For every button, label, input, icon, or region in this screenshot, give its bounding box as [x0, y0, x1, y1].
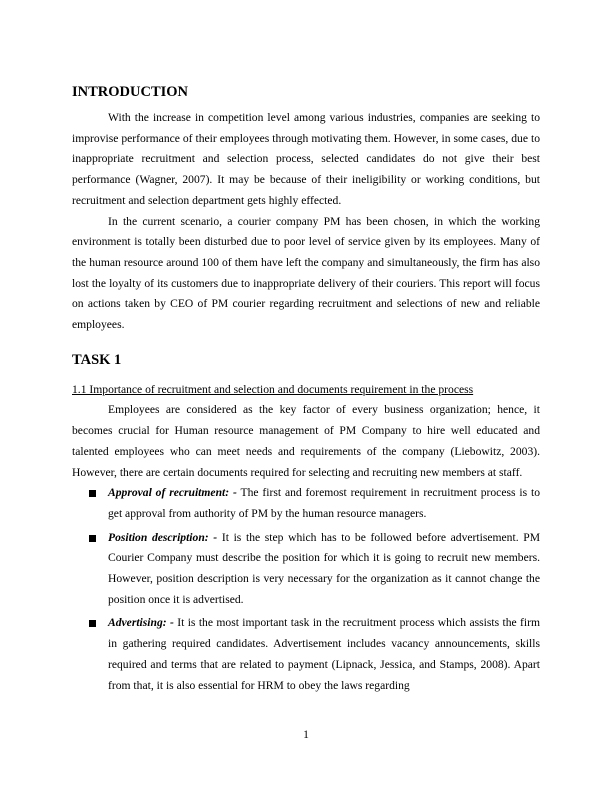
introduction-paragraph-1: With the increase in competition level among various industries, companies are seeking to improvise performance of their employees through motivating them. However, in some cases, due to inappropriate recruitment and selection process, selected candidates do not give their best performance (Wagner, 2007). It may be because of their ineligibility or working conditions, but recruitment and selection department gets highly effected. [72, 111, 540, 207]
introduction-heading: INTRODUCTION [72, 84, 189, 100]
list-item [72, 613, 540, 696]
list-item [72, 483, 540, 524]
bullet-term: Approval of recruitment: - [108, 486, 237, 500]
task-1-paragraph: Employees are considered as the key factor of every business organization; hence, it becomes crucial for Human resource management of PM Company to hire well educated and talented employees who can meet needs and requirements of the company (Liebowitz, 2003). However, there are certain documents required for selecting and recruiting new members at staff. [72, 403, 540, 479]
task-1-subheading: 1.1 Importance of recruitment and selection and documents requirement in the process [72, 382, 474, 396]
list-item [72, 528, 540, 611]
introduction-paragraph-2: In the current scenario, a courier company PM has been chosen, in which the working environment is totally been disturbed due to poor level of service given by its employees. Many of the human resource around 100 of them have left the company and simultaneously, the firm has also lost the loyalty of its customers due to inappropriate delivery of their couriers. This report will focus on actions taken by CEO of PM courier regarding recruitment and selections of new and reliable employees. [72, 214, 540, 332]
bullet-text: It is the step which has to be followed before advertisement. PM Courier Company must describe the position for which it is going to recruit new members. However, position description is very necessary for the organization as it cannot change the position once it is advertised. [108, 530, 541, 606]
bullet-text: The first and foremost requirement in recruitment process is to get approval from authority of PM by the human resource managers. [108, 486, 540, 520]
square-bullet-icon [89, 535, 96, 542]
square-bullet-icon [89, 490, 96, 497]
bullet-text: It is the most important task in the recruitment process which assists the firm in gathering required candidates. Advertisement includes vacancy announcements, skills required and terms that are related to payment (Lipnack, Jessica, and Stamps, 2008). Apart from that, it is also essential for HRM to obey the laws regarding [108, 616, 540, 692]
page-number: 1 [303, 728, 309, 741]
bullet-term: Advertising: - [108, 616, 174, 630]
requirements-list [72, 483, 540, 696]
task-1-heading: TASK 1 [72, 351, 122, 368]
page-content [72, 82, 540, 699]
square-bullet-icon [89, 620, 96, 627]
bullet-term: Position description: - [108, 530, 218, 544]
